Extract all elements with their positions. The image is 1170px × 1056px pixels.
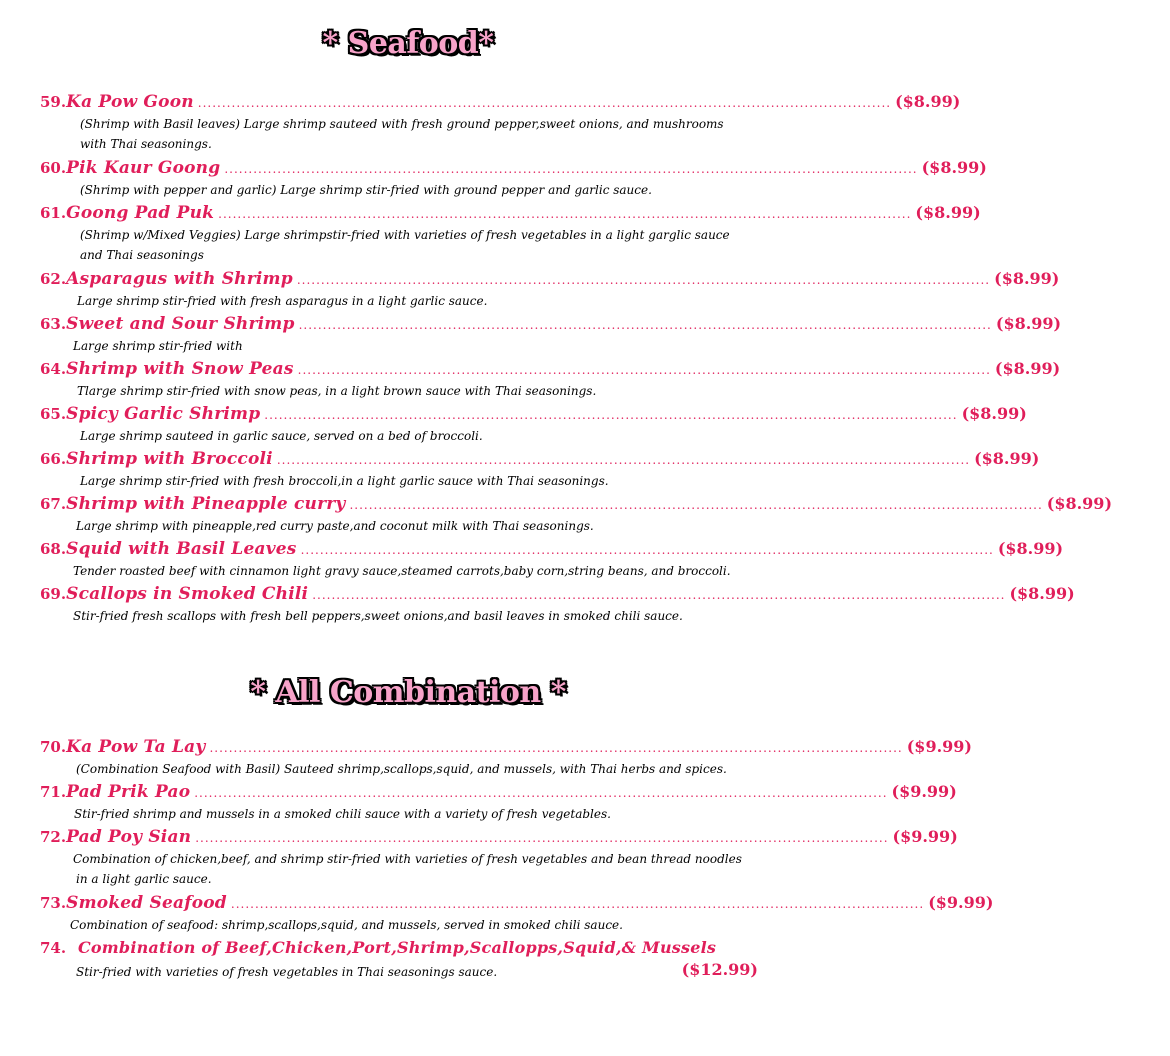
item-name: Smoked Seafood [66, 893, 227, 913]
leader-dots: ................................................................................................................................................ [218, 207, 912, 221]
item-number: 68. [40, 540, 67, 558]
item-number: 72. [40, 828, 67, 846]
item-description: Combination of chicken,beef, and shrimp stir-fried with varieties of fresh vegetables and bean thread noodles [73, 852, 742, 866]
item-name: Shrimp with Pineapple curry [66, 494, 346, 514]
item-number: 67. [40, 495, 67, 513]
item-number: 62. [40, 270, 67, 288]
item-name: Combination of Beef,Chicken,Port,Shrimp,Scallopps,Squid,& Mussels [78, 938, 717, 957]
menu-item-62 [0, 269, 1060, 311]
menu-item-73 [0, 893, 994, 935]
leader-dots: ................................................................................................................................................ [230, 897, 925, 911]
item-number: 69. [40, 585, 67, 603]
item-description: Tender roasted beef with cinnamon light gravy sauce,steamed carrots,baby corn,string beans, and broccoli. [73, 564, 731, 578]
item-description: (Combination Seafood with Basil) Sauteed shrimp,scallops,squid, and mussels, with Thai herbs and spices. [76, 762, 727, 776]
item-price: ($8.99) [994, 359, 1061, 378]
menu-item-63 [0, 314, 1062, 356]
leader-dots: ................................................................................................................................................ [224, 162, 918, 176]
item-name: Shrimp with Broccoli [66, 449, 273, 469]
leader-dots: ................................................................................................................................................ [300, 543, 994, 557]
item-description: (Shrimp with pepper and garlic) Large shrimp stir-fried with ground pepper and garlic sauce. [80, 183, 652, 197]
item-description: (Shrimp with Basil leaves) Large shrimp sauteed with fresh ground pepper,sweet onions, and mushrooms [80, 117, 724, 131]
menu-item-60 [0, 158, 987, 200]
leader-dots: ................................................................................................................................................ [312, 588, 1006, 602]
item-name: Shrimp with Snow Peas [66, 359, 294, 379]
item-name: Pik Kaur Goong [66, 158, 221, 178]
item-name: Pad Prik Pao [66, 782, 191, 802]
item-price: ($8.99) [997, 539, 1064, 558]
leader-dots: ................................................................................................................................................ [264, 408, 958, 422]
item-description: Large shrimp sauteed in garlic sauce, served on a bed of broccoli. [80, 429, 483, 443]
item-price: ($9.99) [892, 827, 958, 846]
item-name: Pad Poy Sian [66, 827, 192, 847]
item-price: ($12.99) [681, 960, 758, 979]
menu-item-72 [0, 827, 958, 889]
item-description: Large shrimp with pineapple,red curry paste,and coconut milk with Thai seasonings. [76, 519, 594, 533]
item-number: 65. [40, 405, 67, 423]
item-price: ($8.99) [995, 314, 1062, 333]
item-description: Tlarge shrimp stir-fried with snow peas, in a light brown sauce with Thai seasonings. [77, 384, 597, 398]
menu-item-66 [0, 449, 1040, 491]
item-price: ($9.99) [928, 893, 994, 912]
item-number: 71. [40, 783, 67, 801]
menu-item-59 [0, 92, 961, 154]
menu-item-64 [0, 359, 1061, 401]
menu-item-61 [0, 203, 981, 265]
item-number: 66. [40, 450, 67, 468]
item-description: Large shrimp stir-fried with fresh broccoli,in a light garlic sauce with Thai seasonings. [80, 474, 609, 488]
item-description: Stir-fried fresh scallops with fresh bell peppers,sweet onions,and basil leaves in smoked chili sauce. [73, 609, 683, 623]
leader-dots: ................................................................................................................................................ [297, 363, 991, 377]
item-price: ($9.99) [891, 782, 957, 801]
leader-dots: ................................................................................................................................................ [296, 273, 991, 287]
leader-dots: ................................................................................................................................................ [276, 453, 971, 467]
menu-item-67 [0, 494, 1113, 536]
item-price: ($8.99) [895, 92, 961, 111]
item-price: ($8.99) [1009, 584, 1075, 603]
item-number: 60. [40, 159, 67, 177]
item-price: ($8.99) [974, 449, 1040, 468]
item-price: ($8.99) [915, 203, 981, 222]
item-description: Large shrimp stir-fried with [73, 339, 243, 353]
item-name: Squid with Basil Leaves [66, 539, 297, 559]
item-number: 70. [40, 738, 67, 756]
menu-item-69 [0, 584, 1075, 626]
item-name: Asparagus with Shrimp [66, 269, 293, 289]
item-description-cont: in a light garlic sauce. [76, 872, 212, 886]
leader-dots: ................................................................................................................................................ [194, 786, 888, 800]
menu-item-71 [0, 782, 957, 824]
item-description-cont: with Thai seasonings. [80, 137, 212, 151]
combination-title: * All Combination * [250, 675, 566, 710]
leader-dots: ................................................................................................................................................ [349, 498, 1043, 512]
menu-item-68 [0, 539, 1064, 581]
item-number: 63. [40, 315, 67, 333]
item-price: ($8.99) [994, 269, 1060, 288]
item-number: 74. [40, 939, 67, 957]
item-description: Combination of seafood: shrimp,scallops,squid, and mussels, served in smoked chili sauce. [70, 918, 623, 932]
item-name: Scallops in Smoked Chili [66, 584, 309, 604]
item-price: ($9.99) [906, 737, 972, 756]
leader-dots: ................................................................................................................................................ [298, 318, 992, 332]
menu-item-74 [0, 938, 816, 982]
item-number: 61. [40, 204, 67, 222]
item-number: 73. [40, 894, 67, 912]
item-name: Sweet and Sour Shrimp [66, 314, 295, 334]
item-name: Spicy Garlic Shrimp [66, 404, 261, 424]
leader-dots: ................................................................................................................................................ [195, 831, 889, 845]
item-name: Ka Pow Goon [66, 92, 194, 112]
menu-item-65 [0, 404, 1027, 446]
item-number: 64. [40, 360, 67, 378]
item-price: ($8.99) [961, 404, 1027, 423]
item-description: Stir-fried with varieties of fresh vegetables in Thai seasonings sauce. [76, 965, 498, 979]
item-name: Goong Pad Puk [66, 203, 215, 223]
seafood-title: * Seafood* [322, 26, 494, 61]
menu-item-70 [0, 737, 972, 779]
item-description: (Shrimp w/Mixed Veggies) Large shrimpstir-fried with varieties of fresh vegetables in a light garglic sauce [80, 228, 730, 242]
item-description: Large shrimp stir-fried with fresh asparagus in a light garlic sauce. [77, 294, 488, 308]
leader-dots: ................................................................................................................................................ [197, 96, 892, 110]
item-price: ($8.99) [1046, 494, 1113, 513]
item-description-cont: and Thai seasonings [80, 248, 204, 262]
leader-dots: ................................................................................................................................................ [209, 741, 903, 755]
item-description: Stir-fried shrimp and mussels in a smoked chili sauce with a variety of fresh vegetables. [74, 807, 611, 821]
item-number: 59. [40, 93, 67, 111]
item-name: Ka Pow Ta Lay [66, 737, 206, 757]
item-price: ($8.99) [921, 158, 987, 177]
